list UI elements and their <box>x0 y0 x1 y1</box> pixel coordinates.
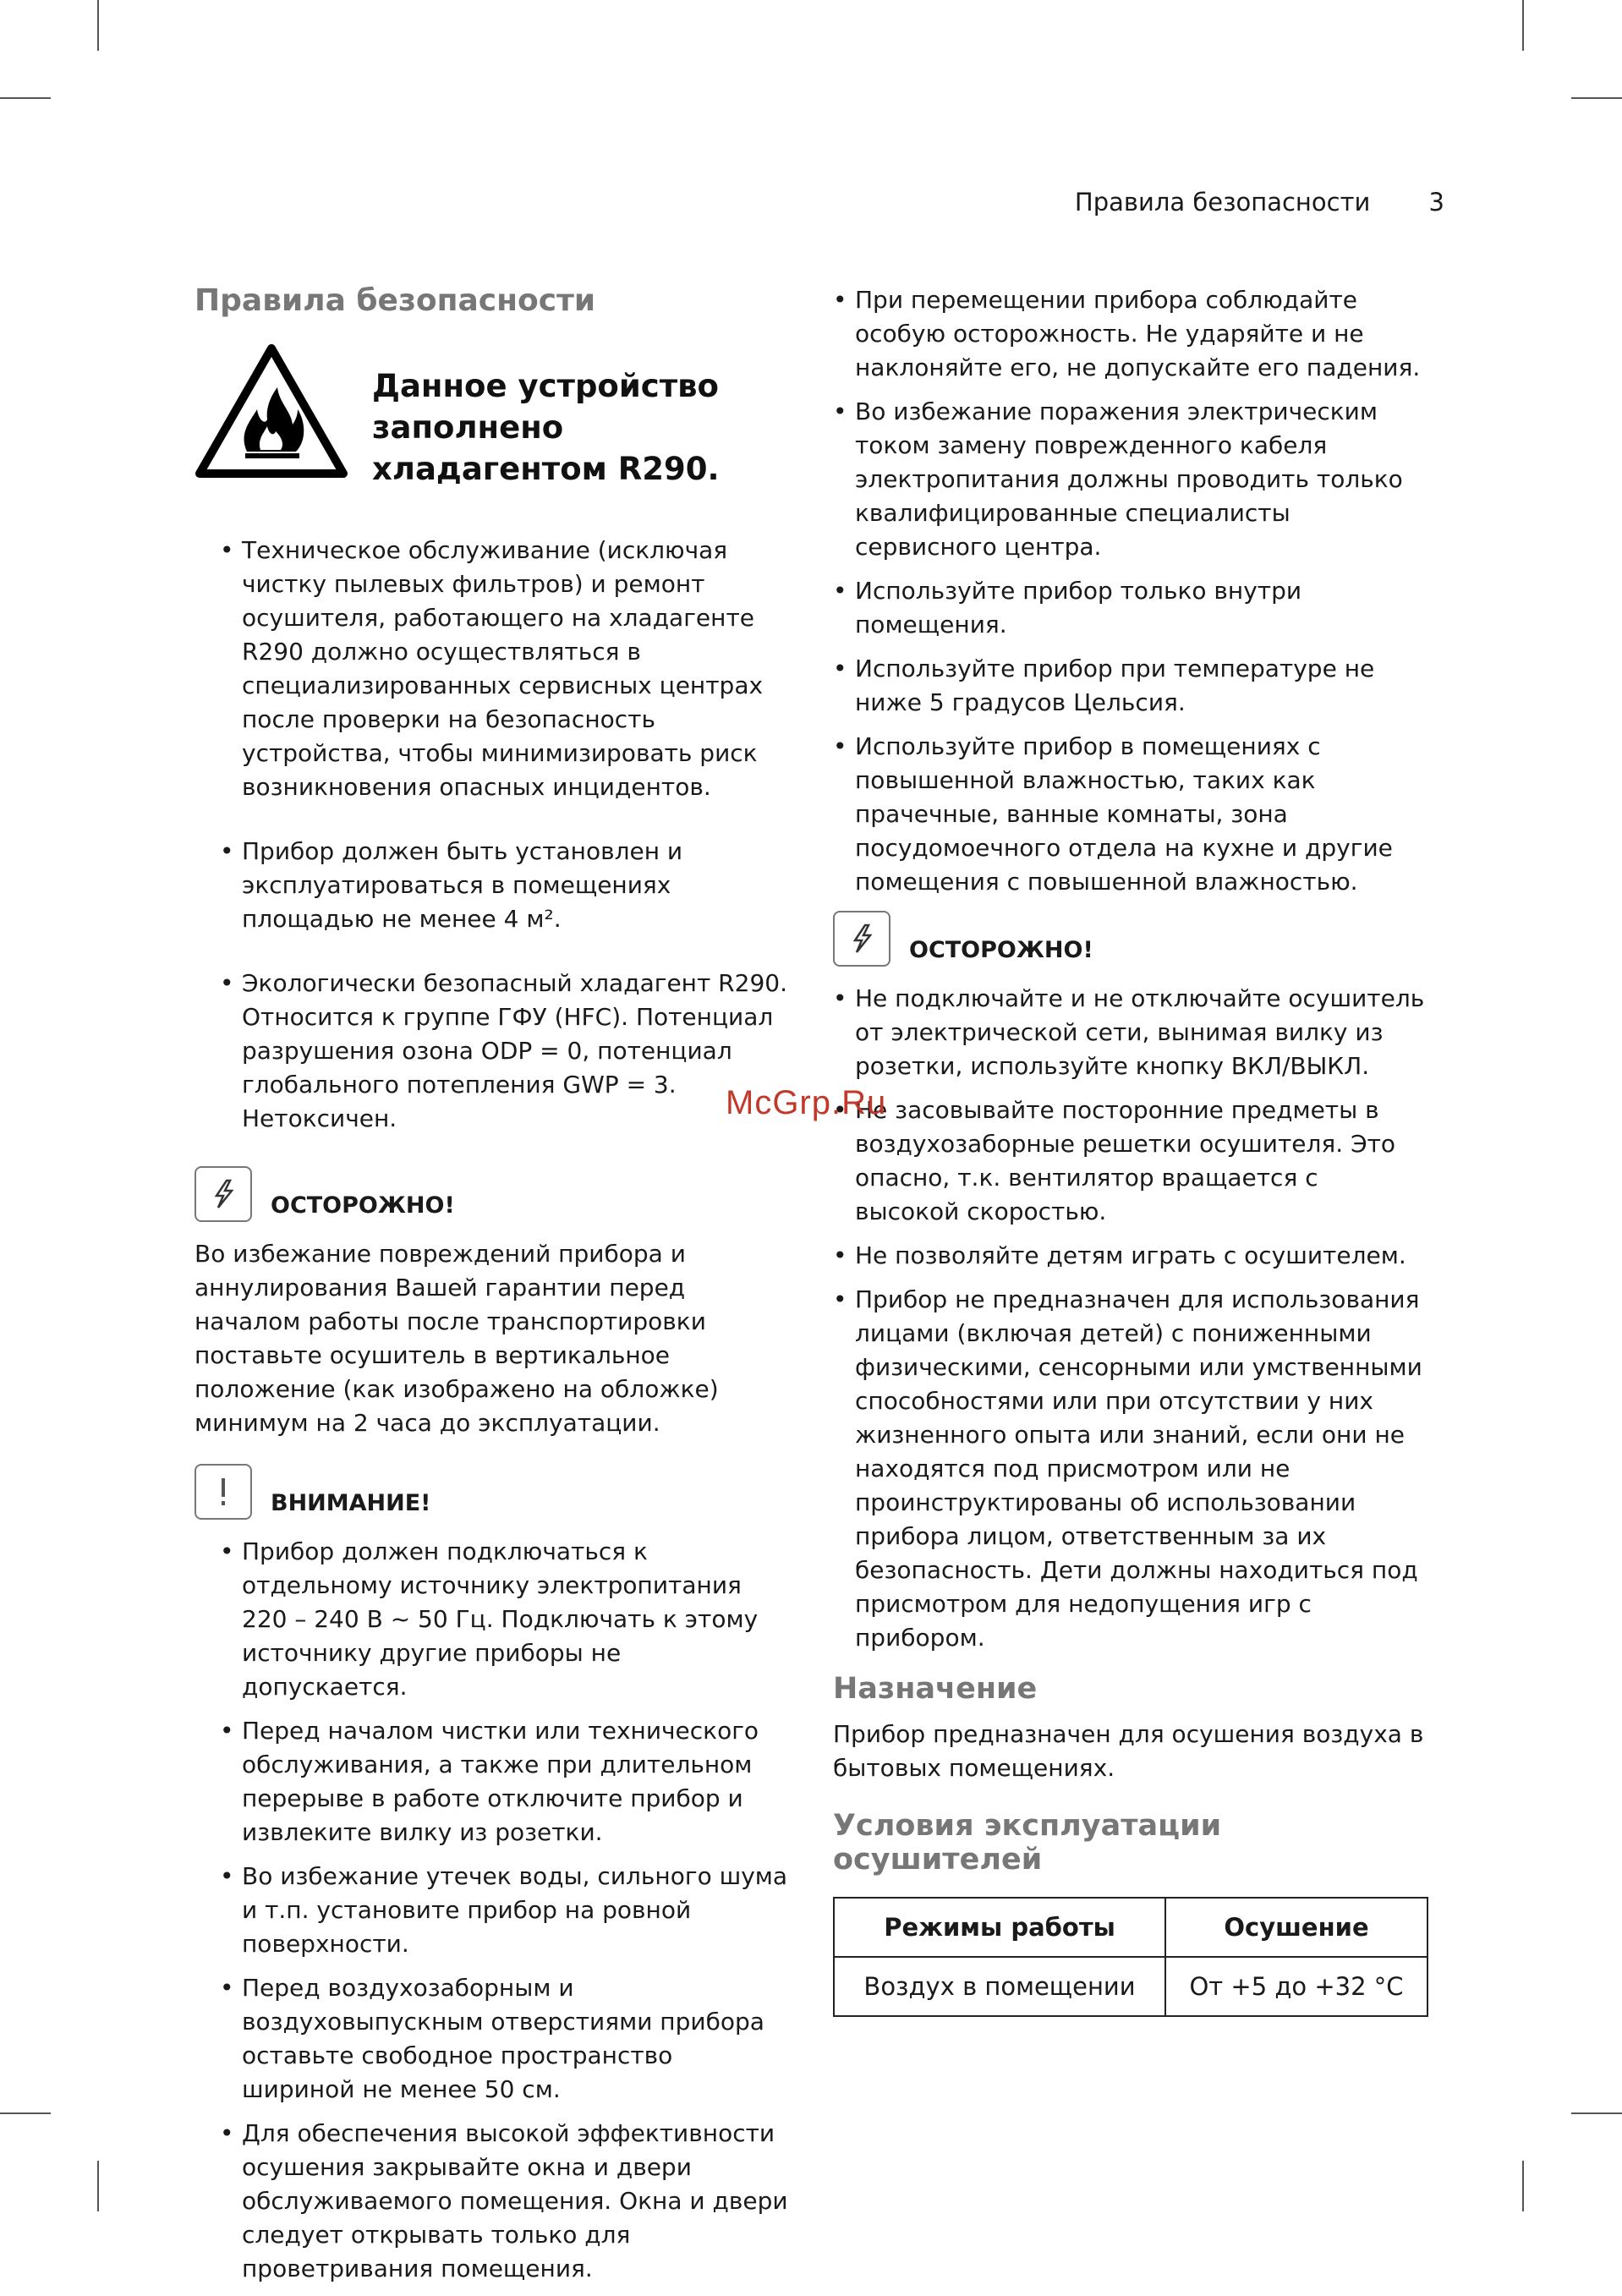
flammable-warning <box>195 343 791 490</box>
attention-bullets <box>195 1535 791 2286</box>
flammable-warning-icon <box>195 343 348 480</box>
list-item: • Техническое обслуживание (исключая чистку пылевых фильтров) и ремонт осушителя, работающего на хладагенте R290 должно осуществляться в специализированных сервисных центрах после проверки на безопасность устройства, чтобы минимизировать риск возникновения опасных инцидентов. <box>195 534 791 804</box>
attention-label: ВНИМАНИЕ! <box>271 1490 431 1516</box>
table-row <box>834 1957 1427 2016</box>
lightning-icon <box>833 911 890 967</box>
list-item: • Перед началом чистки или технического обслуживания, а также при длительном перерыве в работе отключите прибор и извлеките вилку из розетки. <box>195 1714 791 1849</box>
list-item: • Не позволяйте детям играть с осушителем. <box>808 1239 1427 1273</box>
exclamation-icon <box>195 1464 252 1520</box>
caution-label: ОСТОРОЖНО! <box>909 937 1093 963</box>
page-number: 3 <box>1428 188 1444 216</box>
crop-mark <box>1522 2161 1524 2211</box>
crop-mark <box>97 2161 99 2211</box>
list-item: • Во избежание утечек воды, сильного шума и т.п. установите прибор на ровной поверхности. <box>195 1860 791 1961</box>
right-column <box>833 283 1427 2017</box>
purpose-title: Назначение <box>833 1672 1038 1706</box>
list-item: • Экологически безопасный хладагент R290. Относится к группе ГФУ (HFC). Потенциал разрушения озона ODP = 0, потенциал глобального потепления GWP = 3. Нетоксичен. <box>195 967 791 1136</box>
table-header: Осушение <box>1165 1898 1427 1957</box>
header-title: Правила безопасности <box>1074 188 1371 216</box>
list-item: • Прибор должен подключаться к отдельному источнику электропитания 220 – 240 В ~ 50 Гц. Подключать к этому источнику другие приборы не допускается. <box>195 1535 791 1704</box>
list-item: • Перед воздухозаборным и воздуховыпускным отверстиями прибора оставьте свободное пространство шириной не менее 50 см. <box>195 1971 791 2107</box>
left-column <box>195 283 791 2296</box>
list-item: • Не засовывайте посторонние предметы в воздухозаборные решетки осушителя. Это опасно, т.к. вентилятор вращается с высокой скоростью. <box>808 1093 1427 1229</box>
list-item: • Для обеспечения высокой эффективности осушения закрывайте окна и двери обслуживаемого помещения. Окна и двери следует открывать только для проветривания помещения. <box>195 2117 791 2286</box>
list-item: • Прибор не предназначен для использования лицами (включая детей) с пониженными физическими, сенсорными или умственными способностями или при отсутствии у них жизненного опыта или знаний, если они не находятся под присмотром или не проинструктированы об использовании прибора лицом, ответственным за их безопасность. Дети должны находиться под присмотром для недопущения игр с прибором. <box>808 1283 1427 1655</box>
table-cell: От +5 до +32 °С <box>1165 1957 1427 2016</box>
handling-bullets <box>808 283 1427 899</box>
table-cell: Воздух в помещении <box>834 1957 1165 2016</box>
watermark: McGrp.Ru <box>726 1084 887 1121</box>
conditions-table <box>833 1897 1428 2017</box>
list-item: • Используйте прибор в помещениях с повышенной влажностью, таких как прачечные, ванные комнаты, зона посудомоечного отдела на кухне и другие помещения с повышенной влажностью. <box>808 730 1427 899</box>
conditions-title: Условия эксплуатации осушителей <box>833 1809 1222 1877</box>
page-header <box>1075 188 1444 216</box>
crop-mark <box>97 0 99 51</box>
caution-heading <box>195 1166 791 1222</box>
caution-heading <box>833 911 1427 967</box>
crop-mark <box>0 2112 51 2114</box>
section-title: Правила безопасности <box>195 283 596 318</box>
crop-mark <box>1571 97 1622 99</box>
refrigerant-bullets <box>195 534 791 1136</box>
table-header: Режимы работы <box>834 1898 1165 1957</box>
caution-bullets <box>808 982 1427 1655</box>
list-item: • Во избежание поражения электрическим током замену поврежденного кабеля электропитания должны проводить только квалифицированные специалисты сервисного центра. <box>808 395 1427 564</box>
purpose-text: Прибор предназначен для осушения воздуха в бытовых помещениях. <box>833 1720 1424 1782</box>
caution-text: Во избежание повреждений прибора и аннулирования Вашей гарантии перед началом работы после транспортировки поставьте осушитель в вертикальное положение (как изображено на обложке) минимум на 2 часа до эксплуатации. <box>195 1240 719 1437</box>
lightning-icon <box>195 1166 252 1222</box>
crop-mark <box>0 97 51 99</box>
list-item: • Используйте прибор при температуре не ниже 5 градусов Цельсия. <box>808 652 1427 720</box>
refrigerant-notice: Данное устройство заполнено хладагентом R290. <box>372 368 720 487</box>
list-item: • При перемещении прибора соблюдайте особую осторожность. Не ударяйте и не наклоняйте его, не допускайте его падения. <box>808 283 1427 385</box>
list-item: • Не подключайте и не отключайте осушитель от электрической сети, вынимая вилку из розетки, используйте кнопку ВКЛ/ВЫКЛ. <box>808 982 1427 1083</box>
list-item: • Используйте прибор только внутри помещения. <box>808 574 1427 642</box>
table-header-row <box>834 1898 1427 1957</box>
list-item: • Прибор должен быть установлен и эксплуатироваться в помещениях площадью не менее 4 м². <box>195 835 791 936</box>
crop-mark <box>1571 2112 1622 2114</box>
crop-mark <box>1522 0 1524 51</box>
caution-label: ОСТОРОЖНО! <box>271 1192 455 1219</box>
attention-heading <box>195 1464 791 1520</box>
